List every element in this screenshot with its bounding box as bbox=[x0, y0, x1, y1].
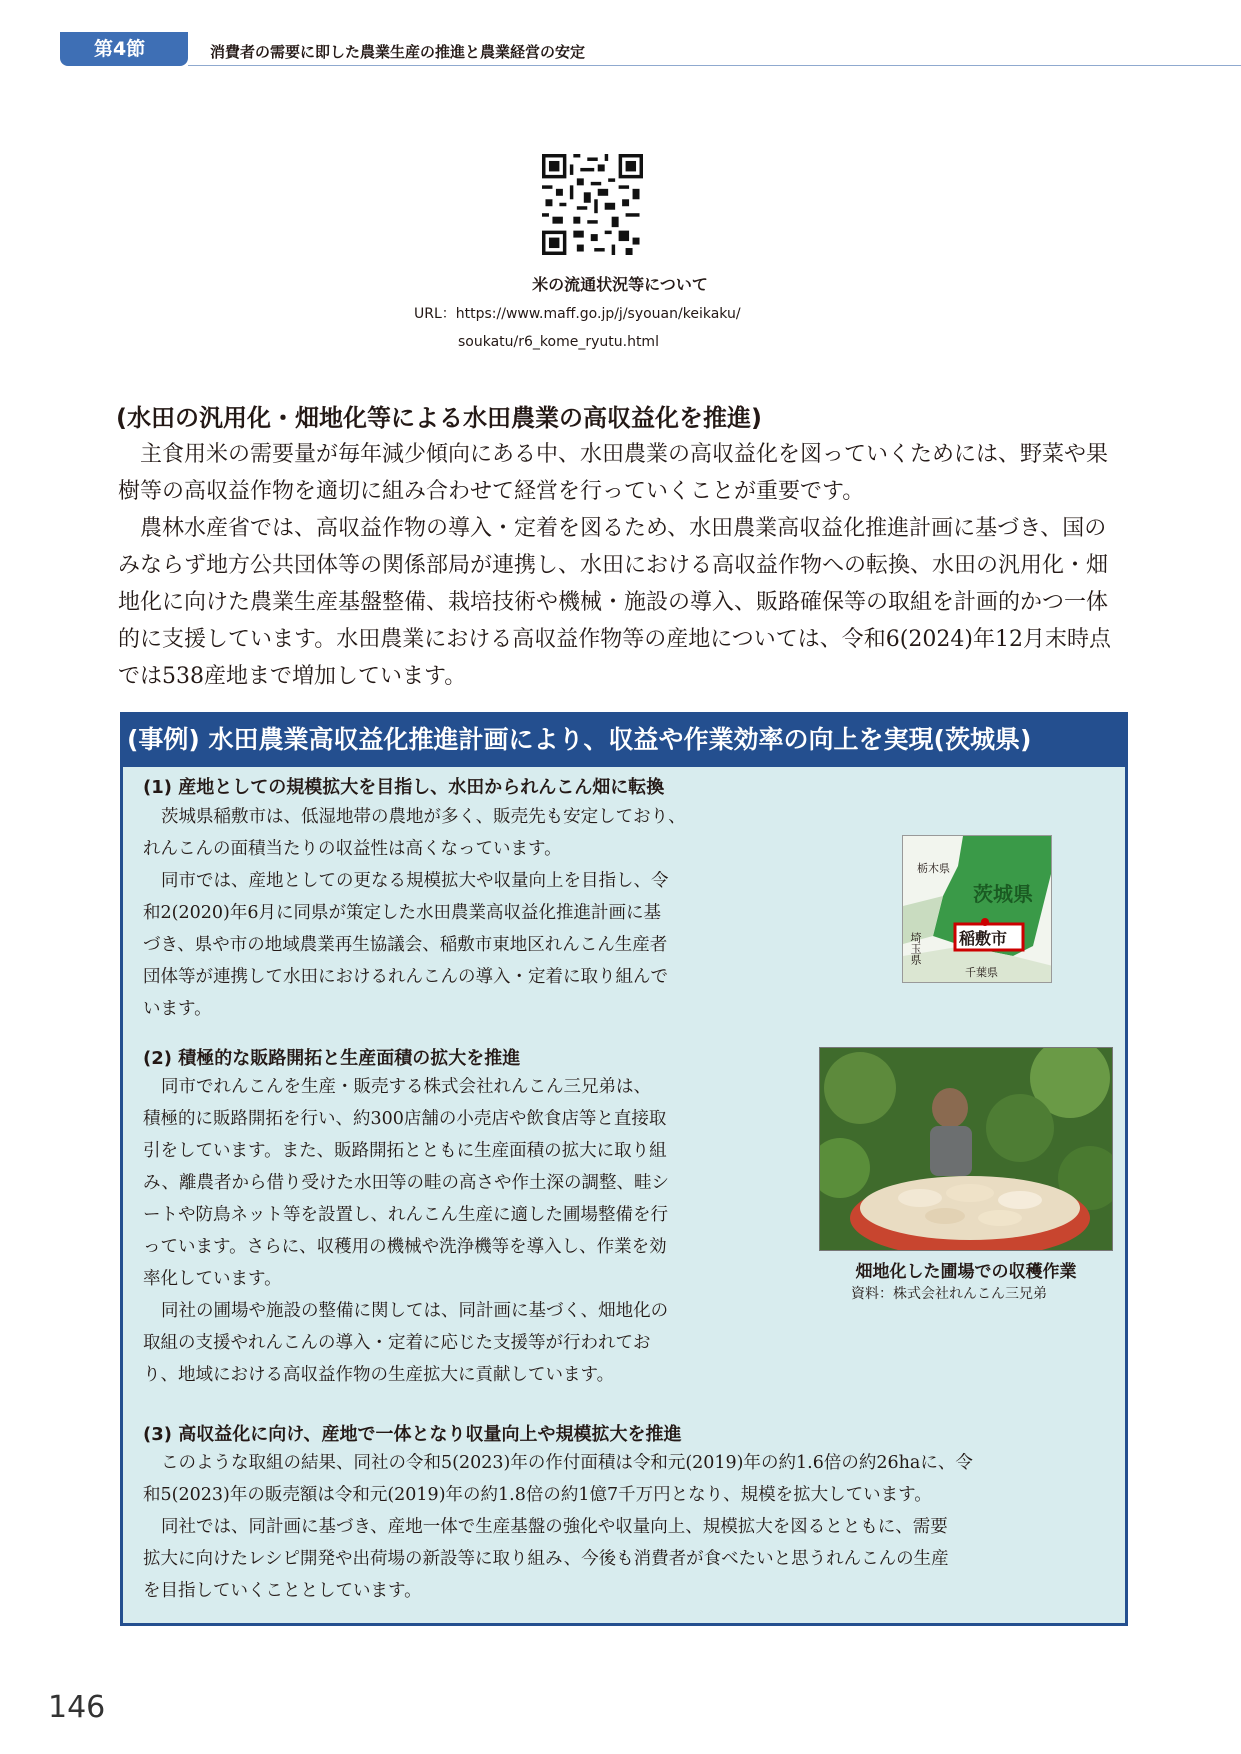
url-line-1: URL：https://www.maff.go.jp/j/syouan/keikaku/ bbox=[414, 306, 741, 322]
text-line: 同市でれんこんを生産・販売する株式会社れんこん三兄弟は、 bbox=[161, 1077, 651, 1097]
text-line: 団体等が連携して水田におけるれんこんの導入・定着に取り組んで bbox=[143, 967, 668, 987]
text-line: 同市では、産地としての更なる規模拡大や収量向上を目指し、令 bbox=[161, 871, 669, 891]
s2-text bbox=[143, 1071, 669, 1391]
text-line: づき、県や市の地域農業再生協議会、稲敷市東地区れんこん生産者 bbox=[143, 935, 668, 955]
text-line: 同社の圃場や施設の整備に関しては、同計画に基づく、畑地化の bbox=[161, 1301, 669, 1321]
photo-caption: 畑地化した圃場での収穫作業 bbox=[855, 1262, 1077, 1282]
url-line-2: soukatu/r6_kome_ryutu.html bbox=[458, 334, 659, 350]
map-label-city: 稲敷市 bbox=[959, 929, 1008, 948]
text-line: っています。さらに、収穫用の機械や洗浄機等を導入し、作業を効 bbox=[143, 1237, 667, 1257]
text-line: 和2(2020)年6月に同県が策定した水田農業高収益化推進計画に基 bbox=[143, 903, 661, 923]
case-content bbox=[137, 771, 1117, 1615]
text-line: 引をしています。また、販路開拓とともに生産面積の拡大に取り組 bbox=[143, 1141, 667, 1161]
paragraph: 主食用米の需要量が毎年減少傾向にある中、水田農業の高収益化を図っていくためには、野菜や果樹等の高収益作物を適切に組み合わせて経営を行っていくことが重要です。 bbox=[118, 442, 1109, 504]
text-line: を目指していくこととしています。 bbox=[143, 1581, 422, 1601]
photo-graphic bbox=[820, 1048, 1113, 1251]
text-line: 積極的に販路開拓を行い、約300店舗の小売店や飲食店等と直接取 bbox=[143, 1109, 667, 1129]
qr-caption: 米の流通状況等について bbox=[532, 275, 708, 294]
case-heading: (事例) 水田農業高収益化推進計画により、収益や作業効率の向上を実現(茨城県) bbox=[123, 715, 1125, 767]
paragraph: 農林水産省では、高収益作物の導入・定着を図るため、水田農業高収益化推進計画に基づき、国のみならず地方公共団体等の関係部局が連携し、水田における高収益作物への転換、水田の汎用化・畑地化に向けた農業生産基盤整備、栽培技術や機械・施設の導入、販路確保等の取組を計画的かつ一体的に支援しています。水田農業における高収益作物等の産地については、令和6(2024)年12月末時点では538産地まで増加しています。 bbox=[118, 516, 1111, 689]
section-body bbox=[118, 436, 1118, 695]
text-line: れんこんの面積当たりの収益性は高くなっています。 bbox=[143, 839, 562, 859]
text-line: 同社では、同計画に基づき、産地一体で生産基盤の強化や収量向上、規模拡大を図るとともに、需要 bbox=[161, 1517, 948, 1537]
text-line: 率化しています。 bbox=[143, 1269, 282, 1289]
s1-text bbox=[143, 801, 686, 1025]
subheading-3: (3) 高収益化に向け、産地で一体となり収量向上や規模拡大を推進 bbox=[143, 1424, 682, 1445]
page-number: 146 bbox=[48, 1690, 106, 1725]
map-label-chiba: 千葉県 bbox=[965, 966, 998, 979]
map-label-saitama: 埼玉県 bbox=[909, 932, 922, 965]
chapter-title: 消費者の需要に即した農業生産の推進と農業経営の安定 bbox=[210, 43, 586, 61]
text-line: 茨城県稲敷市は、低湿地帯の農地が多く、販売先も安定しており、 bbox=[161, 807, 686, 827]
subheading-1: (1) 産地としての規模拡大を目指し、水田かられんこん畑に転換 bbox=[143, 777, 665, 798]
section-heading: (水田の汎用化・畑地化等による水田農業の高収益化を推進) bbox=[116, 404, 762, 432]
map-graphic bbox=[903, 836, 1052, 983]
text-line: このような取組の結果、同社の令和5(2023)年の作付面積は令和元(2019)年の約1.6倍の約26haに、令 bbox=[161, 1453, 973, 1473]
case-study-box bbox=[120, 712, 1128, 1626]
text-line: 和5(2023)年の販売額は令和元(2019)年の約1.8倍の約1億7千万円となり、規模を拡大しています。 bbox=[143, 1485, 932, 1505]
text-line: 取組の支援やれんこんの導入・定着に応じた支援等が行われてお bbox=[143, 1333, 651, 1353]
text-line: み、離農者から借り受けた水田等の畦の高さや作土深の調整、畦シ bbox=[143, 1173, 670, 1193]
harvest-photo bbox=[819, 1047, 1113, 1251]
header-rule bbox=[188, 65, 1241, 66]
qr-url[interactable] bbox=[414, 300, 741, 356]
subheading-2: (2) 積極的な販路開拓と生産面積の拡大を推進 bbox=[143, 1048, 521, 1069]
text-line: 拡大に向けたレシピ開発や出荷場の新設等に取り組み、今後も消費者が食べたいと思うれんこんの生産 bbox=[143, 1549, 949, 1569]
text-line: います。 bbox=[143, 999, 212, 1019]
s3-text bbox=[143, 1447, 973, 1607]
text-line: り、地域における高収益作物の生産拡大に貢献しています。 bbox=[143, 1365, 615, 1385]
location-map bbox=[902, 835, 1052, 983]
text-line: ートや防鳥ネット等を設置し、れんこん生産に適した圃場整備を行 bbox=[143, 1205, 668, 1225]
photo-source: 資料：株式会社れんこん三兄弟 bbox=[851, 1286, 1047, 1302]
qr-code-icon[interactable] bbox=[542, 154, 643, 255]
map-label-ibaraki: 茨城県 bbox=[973, 882, 1033, 906]
map-label-tochigi: 栃木県 bbox=[917, 862, 950, 875]
section-tab: 第4節 bbox=[60, 32, 188, 66]
